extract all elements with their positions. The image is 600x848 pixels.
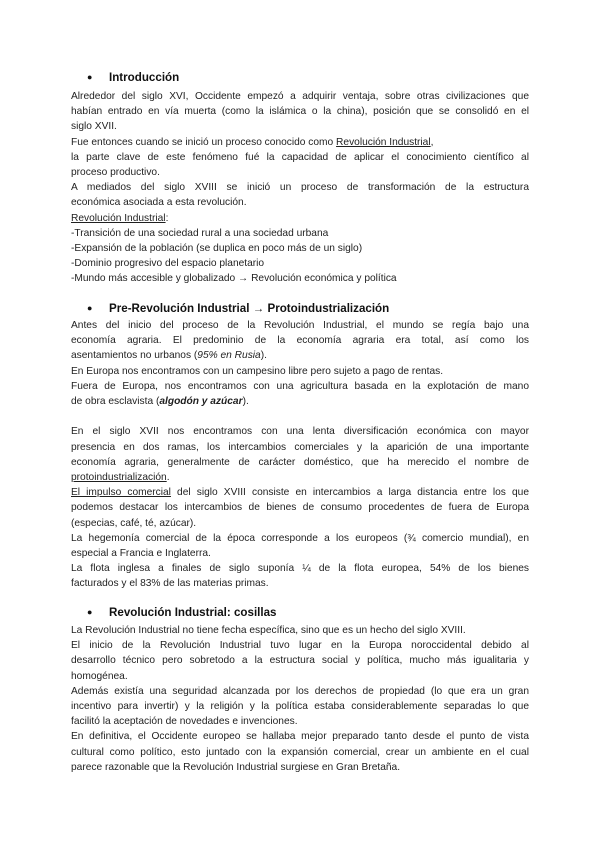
text-run: asentamientos no urbanos ( bbox=[71, 350, 198, 362]
heading-text: Introducción bbox=[109, 71, 180, 84]
heading-introduccion bbox=[87, 70, 179, 85]
text-run: , bbox=[430, 136, 434, 148]
paragraph-line bbox=[71, 394, 529, 409]
italic-note: 95% en Rusia bbox=[197, 350, 261, 362]
paragraph-line: La flota inglesa a finales de siglo suponía ¼ de la flota europea, 54% de los bienes bbox=[71, 563, 529, 575]
term-revolucion-industrial: Revolución Industrial bbox=[71, 212, 166, 224]
blank-line bbox=[71, 409, 529, 424]
heading-text: Revolución Industrial: cosillas bbox=[109, 606, 277, 619]
paragraph-line: la parte clave de este fenómeno fué la capacidad de aplicar el conocimiento científico al bbox=[71, 151, 529, 163]
list-item: -Transición de una sociedad rural a una sociedad urbana bbox=[71, 227, 329, 239]
paragraph-line bbox=[71, 485, 529, 500]
paragraph-line: La hegemonía comercial de la época corresponde a los europeos (¾ comercio mundial), en bbox=[71, 532, 529, 544]
heading-text: Pre-Revolución Industrial → Protoindustrialización bbox=[109, 302, 390, 315]
section-revolucion-cosillas-body bbox=[71, 623, 529, 775]
term-impulso-comercial: El impulso comercial bbox=[71, 487, 171, 499]
paragraph-line: En definitiva, el Occidente europeo se hallaba mejor preparado tanto desde el punto de vista bbox=[71, 731, 529, 743]
list-item: -Dominio progresivo del espacio planetario bbox=[71, 258, 265, 270]
heading-revolucion-cosillas bbox=[87, 605, 277, 620]
text-run: ). bbox=[260, 350, 267, 362]
paragraph-line: economía agraria. El predominio de la economía agraria era total, así como los bbox=[71, 335, 529, 347]
text-run: : bbox=[165, 212, 169, 224]
list-item: -Mundo más accesible y globalizado → Revolución económica y política bbox=[71, 273, 397, 285]
paragraph-line: parece razonable que la Revolución Industrial surgiese en Gran Bretaña. bbox=[71, 761, 401, 773]
term-protoindustrializacion: protoindustrialización bbox=[71, 472, 167, 484]
paragraph-line: siglo XVII. bbox=[71, 121, 117, 133]
list-item: -Expansión de la población (se duplica en poco más de un siglo) bbox=[71, 243, 363, 255]
bullet-icon: ● bbox=[87, 72, 93, 82]
paragraph-line bbox=[71, 348, 529, 363]
paragraph-line: economía agraria, generalmente de carácter doméstico, que ha merecido el nombre de bbox=[71, 456, 529, 468]
paragraph-line: En el siglo XVII nos encontramos con una lenta diversificación económica con mayor bbox=[71, 426, 529, 438]
section-pre-revolucion-body bbox=[71, 318, 529, 592]
text-run: del siglo XVIII consiste en intercambios a larga distancia entre los que bbox=[170, 487, 529, 499]
paragraph-line: presencia en dos ramas, los intercambios comerciales y la aparición de una importante bbox=[71, 441, 529, 453]
paragraph-line: desarrollo técnico pero sobretodo a la estructura social y política, mucho más igualitaria y bbox=[71, 655, 529, 667]
text-run: . bbox=[166, 472, 170, 484]
paragraph-line bbox=[71, 135, 529, 150]
paragraph-line: habían entrado en vía muerta (como la islámica o la china), posición que se consolidó en el bbox=[71, 106, 529, 118]
paragraph-line: especial a Francia e Inglaterra. bbox=[71, 548, 211, 560]
paragraph-line: (especias, café, té, azúcar). bbox=[71, 517, 197, 529]
paragraph-line: económica asociada a esta revolución. bbox=[71, 197, 247, 209]
paragraph-line: A mediados del siglo XVIII se inició un proceso de transformación de la estructura bbox=[71, 182, 529, 194]
bold-italic-note: algodón y azúcar bbox=[159, 396, 243, 408]
paragraph-line: homogénea. bbox=[71, 670, 128, 682]
paragraph-line: Alrededor del siglo XVI, Occidente empezó a adquirir ventaja, sobre otras civilizaciones que bbox=[71, 91, 529, 102]
paragraph-line bbox=[71, 470, 529, 485]
paragraph-line: Además existía una seguridad alcanzada por los derechos de propiedad (lo que era un gran bbox=[71, 685, 529, 697]
paragraph-line: facturados y el 83% de las materias primas. bbox=[71, 578, 269, 590]
heading-pre-revolucion bbox=[87, 301, 389, 316]
paragraph-line: facilitó la aceptación de novedades e invenciones. bbox=[71, 716, 298, 728]
paragraph-line: cultural como político, esto juntado con la expansión comercial, crear un ambiente en el cual bbox=[71, 746, 529, 758]
bullet-icon: ● bbox=[87, 607, 93, 617]
paragraph-line bbox=[71, 211, 529, 226]
paragraph-line: En Europa nos encontramos con un campesino libre pero sujeto a pago de rentas. bbox=[71, 365, 444, 377]
paragraph-line: podemos destacar los intercambios de bienes de consumo procedentes de fuera de Europa bbox=[71, 502, 529, 514]
paragraph-line: Antes del inicio del proceso de la Revolución Industrial, el mundo se regía bajo una bbox=[71, 320, 529, 331]
paragraph-line: La Revolución Industrial no tiene fecha específica, sino que es un hecho del siglo XVIII. bbox=[71, 625, 466, 636]
term-revolucion-industrial: Revolución Industrial bbox=[336, 136, 431, 148]
paragraph-line: El inicio de la Revolución Industrial tuvo lugar en la Europa noroccidental debido al bbox=[71, 640, 529, 652]
paragraph-line: proceso productivo. bbox=[71, 167, 160, 179]
paragraph-line: Fuera de Europa, nos encontramos con una agricultura basada en la explotación de mano bbox=[71, 380, 529, 392]
text-run: Fue entonces cuando se inició un proceso conocido como bbox=[71, 136, 337, 148]
section-introduccion-body bbox=[71, 89, 529, 287]
bullet-icon: ● bbox=[87, 303, 93, 313]
text-run: de obra esclavista ( bbox=[71, 396, 160, 408]
text-run: ). bbox=[242, 396, 249, 408]
paragraph-line: incentivo para invertir) y la religión y la política estaba considerablemente separadas lo que bbox=[71, 701, 529, 713]
